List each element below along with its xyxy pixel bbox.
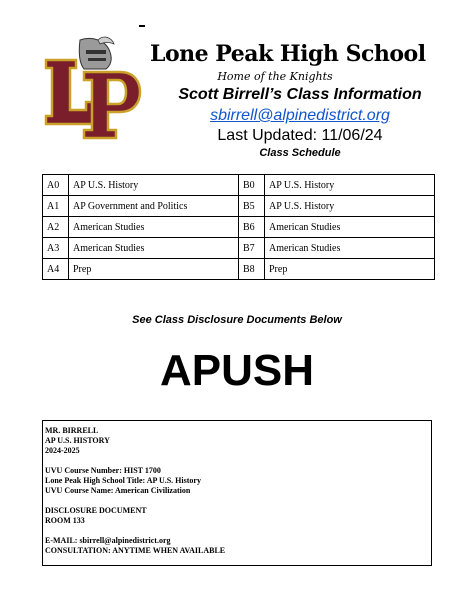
course-cell: AP Government and Politics [69,196,239,217]
course-heading: APUSH [159,346,315,395]
table-row [43,196,435,217]
logo-letter-l [46,60,94,124]
period-cell: A4 [43,259,69,280]
period-cell: B5 [239,196,265,217]
course-cell: American Studies [265,238,435,259]
table-row [43,259,435,280]
doc-lphs-title: Lone Peak High School Title: AP U.S. History [45,476,201,485]
doc-room: ROOM 133 [45,516,85,525]
doc-email: E-MAIL: sbirrell@alpinedistrict.org [45,536,171,545]
period-cell: B8 [239,259,265,280]
doc-consultation: CONSULTATION: ANYTIME WHEN AVAILABLE [45,546,226,555]
period-cell: A1 [43,196,69,217]
course-cell: Prep [69,259,239,280]
course-cell: AP U.S. History [265,175,435,196]
table-row [43,175,435,196]
class-info-heading: Scott Birrell’s Class Information [178,86,422,103]
doc-spacer [45,526,431,536]
disclosure-note: See Class Disclosure Documents Below [132,314,342,326]
period-cell: B6 [239,217,265,238]
doc-spacer [45,456,431,466]
teacher-email-link[interactable]: sbirrell@alpinedistrict.org [210,107,390,124]
header-dash [139,25,145,27]
doc-teacher: MR. BIRRELL [45,426,99,435]
doc-course: AP U.S. HISTORY [45,436,110,445]
knight-helmet-icon [79,37,114,69]
period-cell: B7 [239,238,265,259]
course-cell: American Studies [69,238,239,259]
schedule-title: Class Schedule [259,147,341,159]
logo-letter-p [84,72,140,138]
doc-spacer [45,496,431,506]
course-cell: AP U.S. History [265,196,435,217]
doc-uvu-course-number: UVU Course Number: HIST 1700 [45,466,161,475]
table-row [43,217,435,238]
table-row [43,238,435,259]
last-updated: Last Updated: 11/06/24 [217,127,383,144]
disclosure-document-box [42,420,432,566]
period-cell: A3 [43,238,69,259]
course-cell: American Studies [265,217,435,238]
course-cell: Prep [265,259,435,280]
period-cell: B0 [239,175,265,196]
doc-uvu-course-name: UVU Course Name: American Civilization [45,486,191,495]
doc-heading: DISCLOSURE DOCUMENT [45,506,147,515]
school-name: Lone Peak High School [150,41,426,67]
course-cell: American Studies [69,217,239,238]
knight-lp-logo [40,36,144,140]
period-cell: A0 [43,175,69,196]
course-cell: AP U.S. History [69,175,239,196]
period-cell: A2 [43,217,69,238]
doc-year: 2024-2025 [45,446,80,455]
school-motto: Home of the Knights [217,70,333,83]
class-schedule-table [42,174,435,280]
